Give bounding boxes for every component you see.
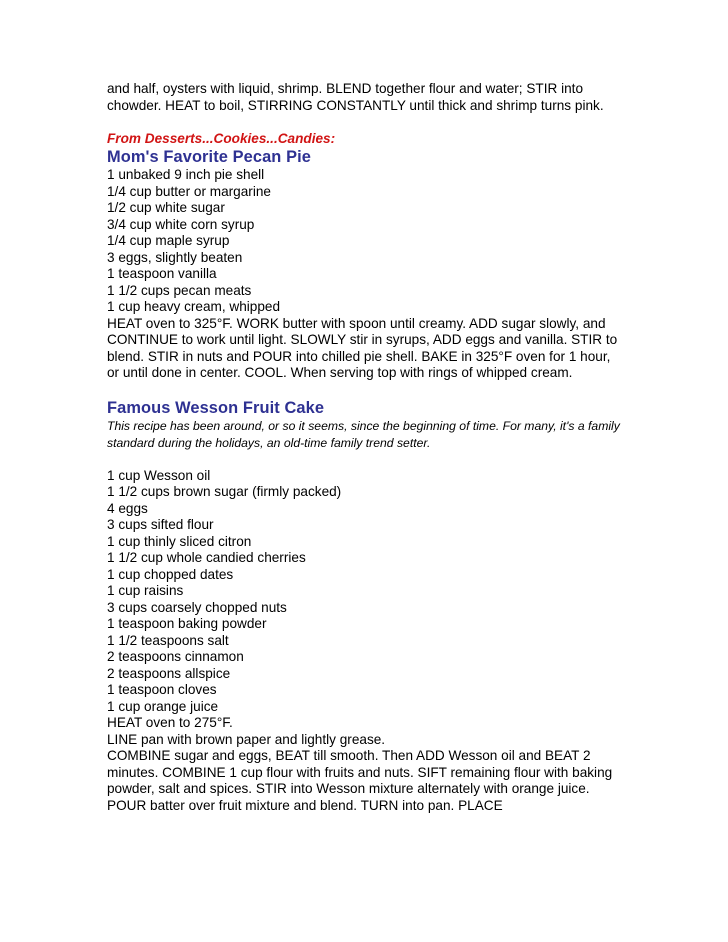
chowder-directions-continued: and half, oysters with liquid, shrimp. BLEND together flour and water; STIR into chowder. HEAT to boil, STIRRING CONSTANTLY until thick and shrimp turns pink. [107, 81, 604, 113]
fruit-cake-directions: COMBINE sugar and eggs, BEAT till smooth. Then ADD Wesson oil and BEAT 2 minutes. COMBINE 1 cup flour with fruits and nuts. SIFT remaining flour with baking powder, salt and spices. STIR into Wesson mixture alternately with orange juice. POUR batter over fruit mixture and blend. TURN into pan. PLACE [107, 748, 613, 813]
ingredient-line: 1 cup raisins [107, 583, 184, 598]
fruit-cake-step: LINE pan with brown paper and lightly grease. [107, 731, 386, 747]
ingredient-line: 1 cup thinly sliced citron [107, 533, 252, 549]
ingredient-line: 1/2 cup white sugar [107, 200, 225, 215]
fruit-cake-step: HEAT oven to 275°F. [107, 715, 233, 730]
ingredient-line: 3 eggs, slightly beaten [107, 249, 243, 265]
ingredient-line: 3 cups sifted flour [107, 517, 214, 532]
fruit-cake-intro: This recipe has been around, or so it seems, since the beginning of time. For many, it's a family standard during the holidays, an old-time family trend setter. [107, 419, 620, 450]
ingredient-line: 1 1/2 cup whole candied cherries [107, 550, 306, 565]
ingredient-line: 1 1/2 cups brown sugar (firmly packed) [107, 484, 342, 499]
ingredient-line: 2 teaspoons cinnamon [107, 649, 244, 664]
ingredient-line: 1/4 cup maple syrup [107, 233, 230, 248]
ingredient-line: 1 cup chopped dates [107, 566, 234, 582]
ingredient-line: 1 1/2 teaspoons salt [107, 632, 229, 648]
ingredient-line: 1 1/2 cups pecan meats [107, 282, 252, 298]
fruit-cake-ingredients [107, 468, 625, 716]
ingredient-line: 1 cup orange juice [107, 698, 219, 714]
paragraph-gap [107, 382, 625, 399]
recipe-title-fruit-cake: Famous Wesson Fruit Cake [107, 399, 325, 417]
pecan-pie-directions: HEAT oven to 325°F. WORK butter with spoon until creamy. ADD sugar slowly, and CONTINUE to work until light. SLOWLY stir in syrups, ADD eggs and vanilla. STIR to blend. STIR in nuts and POUR into chilled pie shell. BAKE in 325°F oven for 1 hour, or until done in center. COOL. When serving top with rings of whipped cream. [107, 315, 618, 380]
recipe-title-pecan-pie: Mom's Favorite Pecan Pie [107, 148, 311, 166]
section-label: From Desserts...Cookies...Candies: [107, 130, 336, 146]
ingredient-line: 1 teaspoon cloves [107, 682, 217, 697]
ingredient-line: 2 teaspoons allspice [107, 665, 231, 681]
paragraph-gap [107, 114, 625, 131]
document-page [107, 81, 625, 814]
ingredient-line: 1 teaspoon baking powder [107, 616, 267, 631]
ingredient-line: 1 cup heavy cream, whipped [107, 299, 281, 314]
ingredient-line: 4 eggs [107, 500, 148, 516]
ingredient-line: 1/4 cup butter or margarine [107, 183, 271, 199]
ingredient-line: 3/4 cup white corn syrup [107, 216, 255, 232]
ingredient-line: 3 cups coarsely chopped nuts [107, 599, 287, 615]
ingredient-line: 1 teaspoon vanilla [107, 266, 217, 281]
pecan-pie-ingredients [107, 167, 625, 316]
ingredient-line: 1 unbaked 9 inch pie shell [107, 167, 265, 182]
ingredient-line: 1 cup Wesson oil [107, 467, 211, 483]
paragraph-gap [107, 451, 625, 468]
